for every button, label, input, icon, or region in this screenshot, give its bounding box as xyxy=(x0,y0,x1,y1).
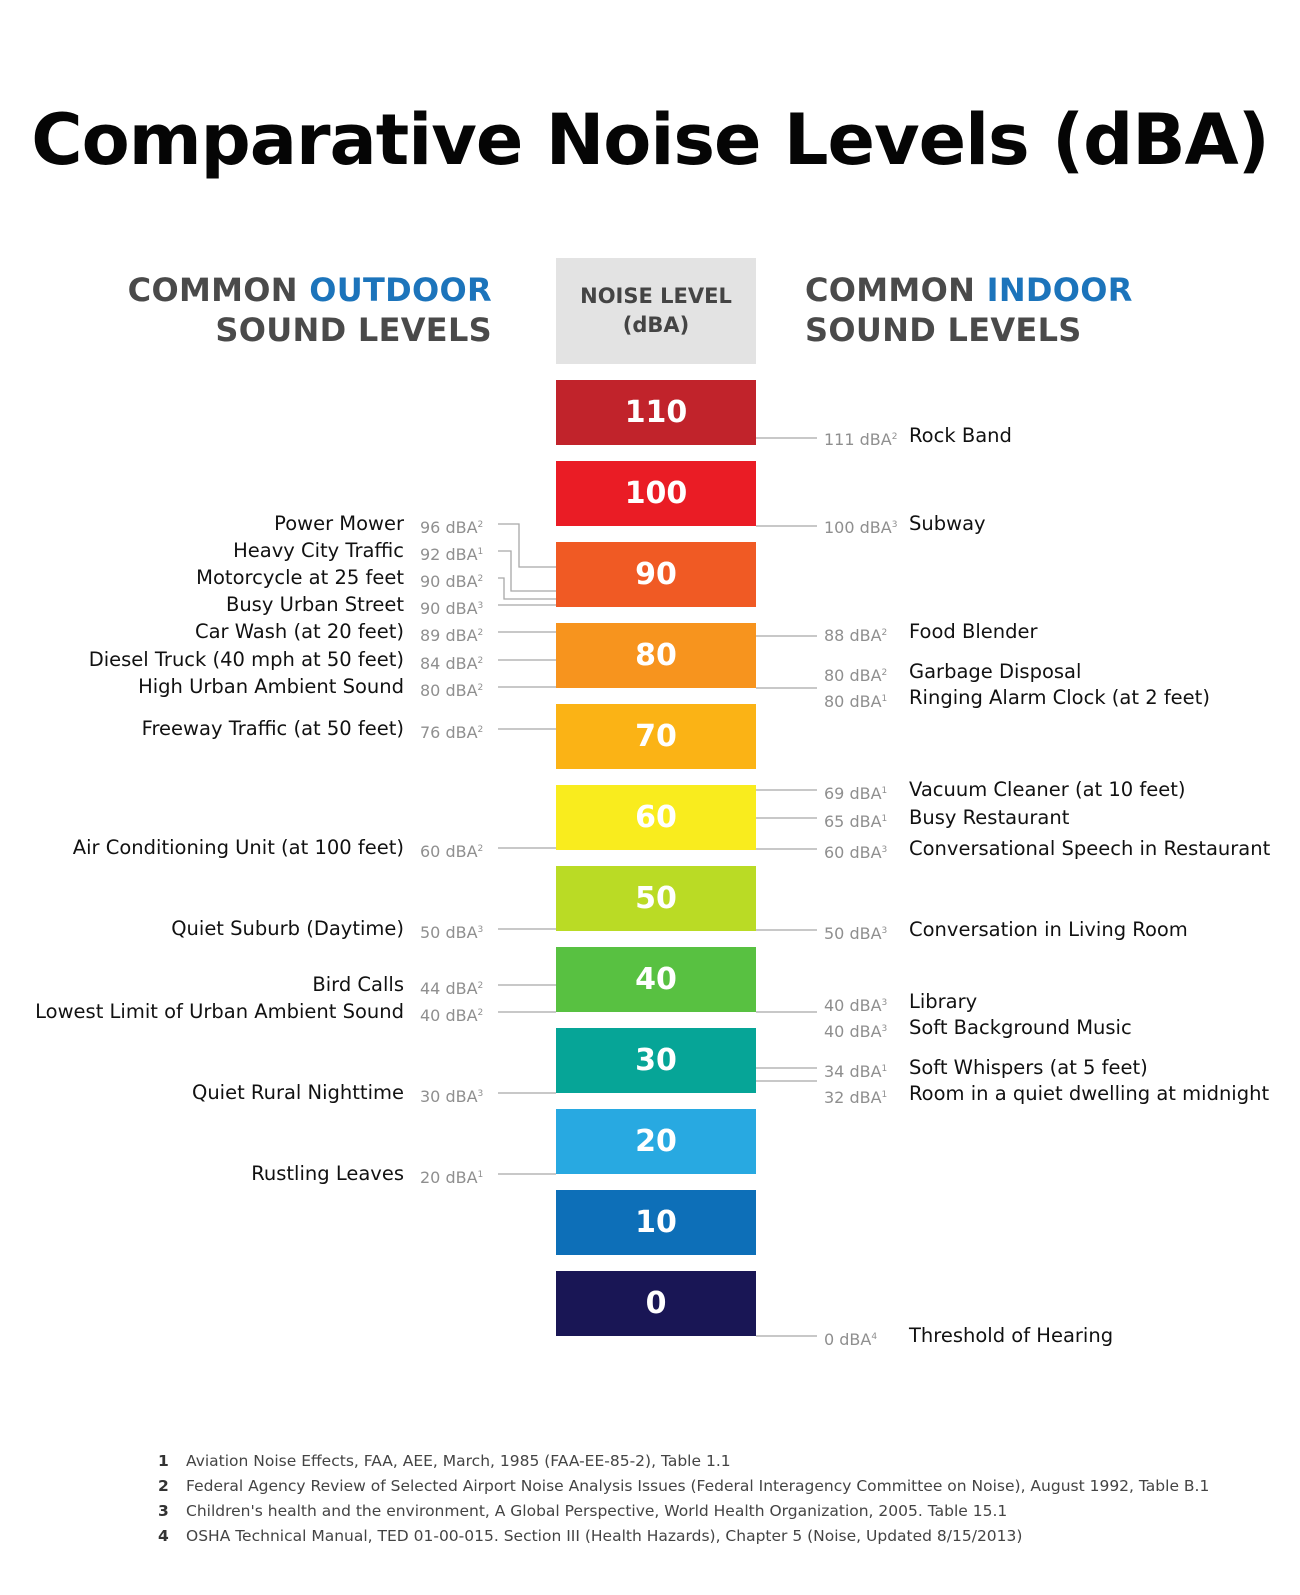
indoor-value-ref: 3 xyxy=(891,520,898,530)
leader-heavy-city-traffic xyxy=(498,551,556,591)
outdoor-value-ref: 1 xyxy=(477,547,484,557)
outdoor-label-busy-urban-street: Busy Urban Street xyxy=(225,593,404,616)
outdoor-label-motorcycle-at-25-feet: Motorcycle at 25 feet xyxy=(196,566,404,589)
outdoor-value-ref: 2 xyxy=(477,844,484,854)
footnote-number: 1 xyxy=(158,1452,169,1470)
outdoor-value-text: 30 dBA xyxy=(420,1087,478,1106)
indoor-value-conversation-in-living-room xyxy=(824,919,887,946)
indoor-value-rock-band xyxy=(824,425,897,452)
indoor-value-text: 32 dBA xyxy=(824,1088,882,1107)
indoor-value-ref: 3 xyxy=(881,1024,888,1034)
indoor-value-busy-restaurant xyxy=(824,807,887,834)
outdoor-value-quiet-rural-nighttime xyxy=(420,1082,483,1109)
outdoor-value-text: 96 dBA xyxy=(420,518,478,537)
outdoor-label-power-mower: Power Mower xyxy=(274,512,404,535)
indoor-label-threshold-of-hearing: Threshold of Hearing xyxy=(909,1324,1114,1347)
outdoor-label-heavy-city-traffic: Heavy City Traffic xyxy=(233,539,404,562)
indoor-value-garbage-disposal xyxy=(824,661,887,688)
outdoor-value-ref: 2 xyxy=(477,1008,484,1018)
band-100: 100 xyxy=(556,461,756,526)
outdoor-value-ref: 1 xyxy=(477,1170,484,1180)
outdoor-value-text: 76 dBA xyxy=(420,723,478,742)
indoor-value-ref: 2 xyxy=(881,628,888,638)
outdoor-value-lowest-limit-of-urban-ambient-sound xyxy=(420,1001,483,1028)
indoor-label-room-in-a-quiet-dwelling-at-midnight: Room in a quiet dwelling at midnight xyxy=(909,1082,1270,1105)
band-0: 0 xyxy=(556,1271,756,1336)
indoor-value-text: 0 dBA xyxy=(824,1330,872,1349)
band-110: 110 xyxy=(556,380,756,445)
indoor-label-library: Library xyxy=(909,990,978,1013)
outdoor-value-ref: 3 xyxy=(477,601,484,611)
indoor-value-text: 111 dBA xyxy=(824,430,892,449)
outdoor-header-accent: OUTDOOR xyxy=(309,271,492,309)
footnote-text: Federal Agency Review of Selected Airport Noise Analysis Issues (Federal Interagency Committee on Noise), August 1992, Table B.1 xyxy=(186,1477,1210,1495)
indoor-label-food-blender: Food Blender xyxy=(909,620,1038,643)
indoor-label-conversation-in-living-room: Conversation in Living Room xyxy=(909,918,1188,941)
indoor-label-subway: Subway xyxy=(909,512,986,535)
indoor-header-line2: SOUND LEVELS xyxy=(805,311,1082,349)
noise-level-header-line2: (dBA) xyxy=(622,313,690,337)
indoor-value-ref: 1 xyxy=(881,786,888,796)
indoor-value-ref: 3 xyxy=(881,845,888,855)
outdoor-value-bird-calls xyxy=(420,974,483,1001)
outdoor-label-quiet-suburb-daytime: Quiet Suburb (Daytime) xyxy=(171,917,404,940)
indoor-value-ref: 1 xyxy=(881,694,888,704)
outdoor-value-ref: 2 xyxy=(477,683,484,693)
outdoor-value-text: 50 dBA xyxy=(420,923,478,942)
footnote-text: Aviation Noise Effects, FAA, AEE, March, 1985 (FAA-EE-85-2), Table 1.1 xyxy=(186,1452,731,1470)
indoor-value-room-in-a-quiet-dwelling-at-midnight xyxy=(824,1083,887,1110)
footnote-text: OSHA Technical Manual, TED 01-00-015. Section III (Health Hazards), Chapter 5 (Noise, Updated 8/15/2013) xyxy=(186,1527,1023,1545)
outdoor-value-text: 90 dBA xyxy=(420,599,478,618)
outdoor-value-busy-urban-street xyxy=(420,594,483,621)
outdoor-value-ref: 3 xyxy=(477,925,484,935)
outdoor-label-air-conditioning-unit-at-100-feet: Air Conditioning Unit (at 100 feet) xyxy=(72,836,404,859)
indoor-value-ref: 3 xyxy=(881,998,888,1008)
outdoor-value-high-urban-ambient-sound xyxy=(420,676,483,703)
footnote-1 xyxy=(158,1451,731,1471)
outdoor-value-text: 90 dBA xyxy=(420,572,478,591)
indoor-value-ref: 4 xyxy=(871,1332,878,1342)
indoor-value-soft-whispers-at-5-feet xyxy=(824,1057,887,1084)
band-70: 70 xyxy=(556,704,756,769)
footnote-number: 4 xyxy=(158,1527,169,1545)
indoor-label-conversational-speech-in-restaurant: Conversational Speech in Restaurant xyxy=(909,837,1271,860)
outdoor-label-rustling-leaves: Rustling Leaves xyxy=(251,1162,404,1185)
indoor-label-rock-band: Rock Band xyxy=(909,424,1012,447)
outdoor-value-power-mower xyxy=(420,513,483,540)
band-90: 90 xyxy=(556,542,756,607)
footnote-4 xyxy=(158,1526,1022,1546)
indoor-label-ringing-alarm-clock-at-2-feet: Ringing Alarm Clock (at 2 feet) xyxy=(909,686,1210,709)
indoor-value-text: 40 dBA xyxy=(824,1022,882,1041)
outdoor-header-prefix: COMMON xyxy=(127,271,310,309)
outdoor-value-rustling-leaves xyxy=(420,1163,483,1190)
indoor-value-subway xyxy=(824,513,897,540)
indoor-value-text: 34 dBA xyxy=(824,1062,882,1081)
indoor-value-ref: 1 xyxy=(881,814,888,824)
outdoor-value-quiet-suburb-daytime xyxy=(420,918,483,945)
indoor-value-text: 80 dBA xyxy=(824,692,882,711)
indoor-value-text: 100 dBA xyxy=(824,518,892,537)
band-40: 40 xyxy=(556,947,756,1012)
indoor-value-ref: 1 xyxy=(881,1090,888,1100)
outdoor-label-diesel-truck-40-mph-at-50-feet: Diesel Truck (40 mph at 50 feet) xyxy=(88,648,404,671)
outdoor-value-text: 80 dBA xyxy=(420,681,478,700)
indoor-value-text: 40 dBA xyxy=(824,996,882,1015)
outdoor-value-motorcycle-at-25-feet xyxy=(420,567,483,594)
outdoor-label-lowest-limit-of-urban-ambient-sound: Lowest Limit of Urban Ambient Sound xyxy=(35,1000,404,1023)
noise-level-header-line1: NOISE LEVEL xyxy=(580,284,732,308)
indoor-value-ref: 2 xyxy=(891,432,898,442)
outdoor-value-text: 60 dBA xyxy=(420,842,478,861)
band-20: 20 xyxy=(556,1109,756,1174)
band-60: 60 xyxy=(556,785,756,850)
indoor-value-soft-background-music xyxy=(824,1017,887,1044)
outdoor-value-ref: 2 xyxy=(477,725,484,735)
outdoor-value-ref: 3 xyxy=(477,1089,484,1099)
indoor-value-text: 69 dBA xyxy=(824,784,882,803)
outdoor-value-text: 89 dBA xyxy=(420,626,478,645)
footnote-number: 2 xyxy=(158,1477,169,1495)
indoor-label-vacuum-cleaner-at-10-feet: Vacuum Cleaner (at 10 feet) xyxy=(909,778,1186,801)
leader-motorcycle xyxy=(498,578,556,599)
indoor-value-text: 88 dBA xyxy=(824,626,882,645)
outdoor-value-ref: 2 xyxy=(477,656,484,666)
indoor-value-conversational-speech-in-restaurant xyxy=(824,838,887,865)
indoor-value-ref: 1 xyxy=(881,1064,888,1074)
outdoor-value-car-wash-at-20-feet xyxy=(420,621,483,648)
outdoor-value-text: 92 dBA xyxy=(420,545,478,564)
indoor-label-soft-background-music: Soft Background Music xyxy=(909,1016,1132,1039)
indoor-label-garbage-disposal: Garbage Disposal xyxy=(909,660,1082,683)
page-title: Comparative Noise Levels (dBA) xyxy=(31,99,1269,181)
indoor-value-ref: 3 xyxy=(881,926,888,936)
outdoor-value-ref: 2 xyxy=(477,520,484,530)
indoor-value-threshold-of-hearing xyxy=(824,1325,877,1352)
leader-power-mower xyxy=(498,524,556,567)
band-10: 10 xyxy=(556,1190,756,1255)
indoor-label-busy-restaurant: Busy Restaurant xyxy=(909,806,1070,829)
indoor-value-ringing-alarm-clock-at-2-feet xyxy=(824,687,887,714)
outdoor-value-text: 20 dBA xyxy=(420,1168,478,1187)
outdoor-value-text: 84 dBA xyxy=(420,654,478,673)
outdoor-label-quiet-rural-nighttime: Quiet Rural Nighttime xyxy=(191,1081,404,1104)
indoor-value-food-blender xyxy=(824,621,887,648)
outdoor-header-line2: SOUND LEVELS xyxy=(215,311,492,349)
outdoor-label-car-wash-at-20-feet: Car Wash (at 20 feet) xyxy=(194,620,404,643)
indoor-value-text: 80 dBA xyxy=(824,666,882,685)
outdoor-value-ref: 2 xyxy=(477,574,484,584)
indoor-value-text: 50 dBA xyxy=(824,924,882,943)
outdoor-label-bird-calls: Bird Calls xyxy=(312,973,404,996)
footnote-3 xyxy=(158,1501,1007,1521)
indoor-value-vacuum-cleaner-at-10-feet xyxy=(824,779,887,806)
indoor-value-ref: 2 xyxy=(881,668,888,678)
outdoor-value-heavy-city-traffic xyxy=(420,540,483,567)
indoor-value-text: 60 dBA xyxy=(824,843,882,862)
band-50: 50 xyxy=(556,866,756,931)
outdoor-value-air-conditioning-unit-at-100-feet xyxy=(420,837,483,864)
indoor-label-soft-whispers-at-5-feet: Soft Whispers (at 5 feet) xyxy=(909,1056,1148,1079)
footnote-number: 3 xyxy=(158,1502,169,1520)
footnote-text: Children's health and the environment, A Global Perspective, World Health Organization, 2005. Table 15.1 xyxy=(186,1502,1008,1520)
indoor-header-prefix: COMMON xyxy=(805,271,987,309)
outdoor-value-diesel-truck-40-mph-at-50-feet xyxy=(420,649,483,676)
band-80: 80 xyxy=(556,623,756,688)
indoor-value-library xyxy=(824,991,887,1018)
outdoor-value-freeway-traffic-at-50-feet xyxy=(420,718,483,745)
indoor-header-accent: INDOOR xyxy=(986,271,1133,309)
outdoor-value-ref: 2 xyxy=(477,981,484,991)
indoor-value-text: 65 dBA xyxy=(824,812,882,831)
outdoor-value-text: 40 dBA xyxy=(420,1006,478,1025)
outdoor-label-freeway-traffic-at-50-feet: Freeway Traffic (at 50 feet) xyxy=(141,717,404,740)
outdoor-label-high-urban-ambient-sound: High Urban Ambient Sound xyxy=(138,675,404,698)
outdoor-value-text: 44 dBA xyxy=(420,979,478,998)
footnote-2 xyxy=(158,1476,1209,1496)
outdoor-value-ref: 2 xyxy=(477,628,484,638)
band-30: 30 xyxy=(556,1028,756,1093)
